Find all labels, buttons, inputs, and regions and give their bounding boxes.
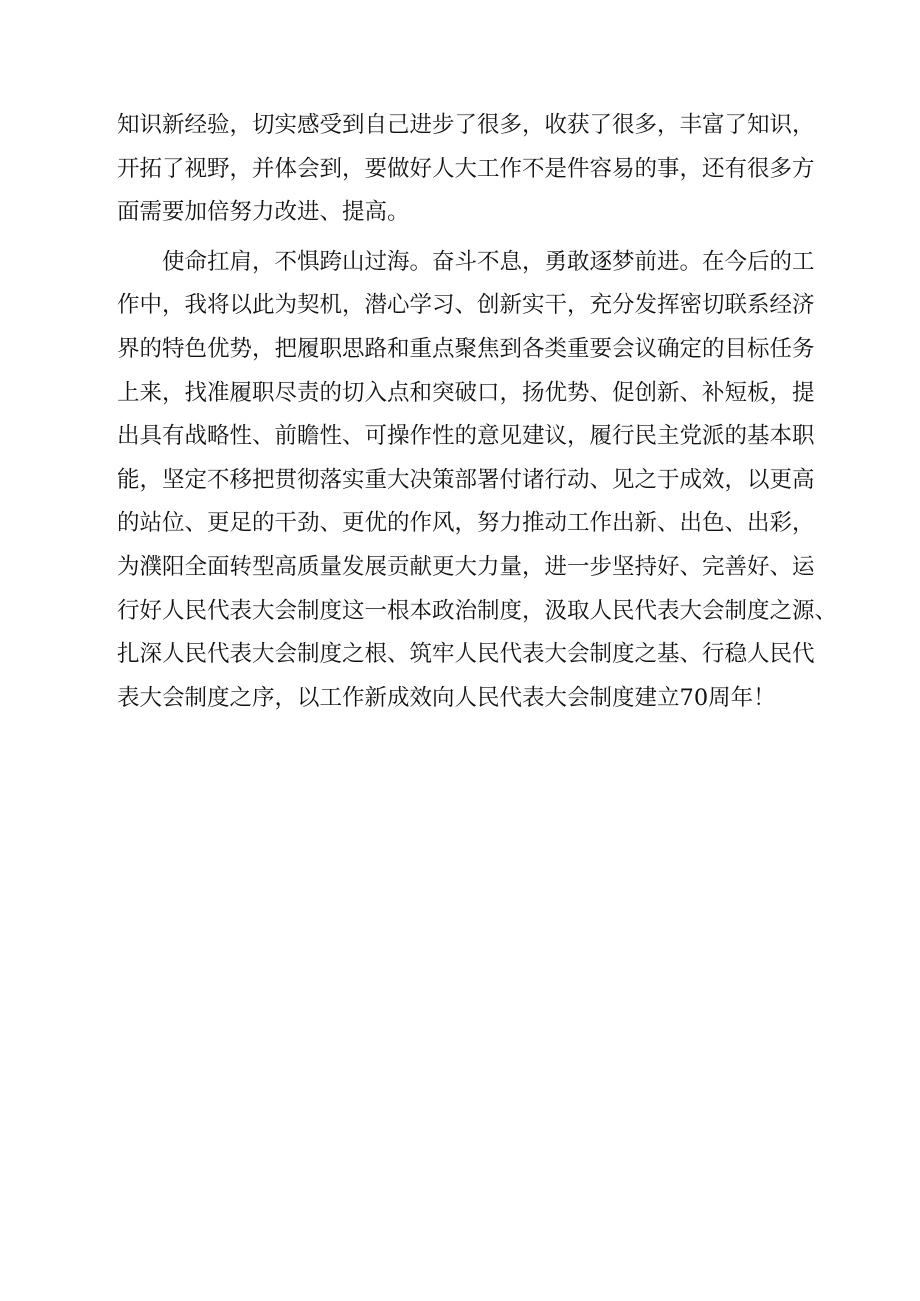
text-line: 界的特色优势，把履职思路和重点聚焦到各类重要会议确定的目标任务 [117,335,815,362]
text-line: 扎深人民代表大会制度之根、筑牢人民代表大会制度之基、行稳人民代 [117,641,815,668]
text-line: 知识新经验，切实感受到自己进步了很多，收获了很多，丰富了知识， [117,112,815,138]
text-line: 能，坚定不移把贯彻落实重大决策部署付诸行动、见之于成效，以更高 [117,466,815,493]
text-line: 面需要加倍努力改进、提高。 [117,199,410,226]
text-line: 为濮阳全面转型高质量发展贡献更大力量，进一步坚持好、完善好、运 [117,553,815,580]
text-line: 表大会制度之序，以工作新成效向人民代表大会制度建立70周年！ [117,684,776,711]
text-line: 上来，找准履职尽责的切入点和突破口，扬优势、促创新、补短板，提 [117,379,815,406]
text-line: 使命扛肩，不惧跨山过海。奋斗不息，勇敢逐梦前进。在今后的工 [117,248,815,275]
text-line: 行好人民代表大会制度这一根本政治制度，汲取人民代表大会制度之源、 [117,597,838,624]
text-line: 出具有战略性、前瞻性、可操作性的意见建议，履行民主党派的基本职 [117,423,815,450]
text-line: 开拓了视野，并体会到，要做好人大工作不是件容易的事，还有很多方 [117,155,815,182]
paragraph-2 [117,241,838,721]
text-line: 作中，我将以此为契机，潜心学习、创新实干，充分发挥密切联系经济 [117,292,815,319]
paragraph-1 [117,104,829,235]
text-line: 的站位、更足的干劲、更优的作风，努力推动工作出新、出色、出彩， [117,510,815,537]
body-text [117,104,838,720]
